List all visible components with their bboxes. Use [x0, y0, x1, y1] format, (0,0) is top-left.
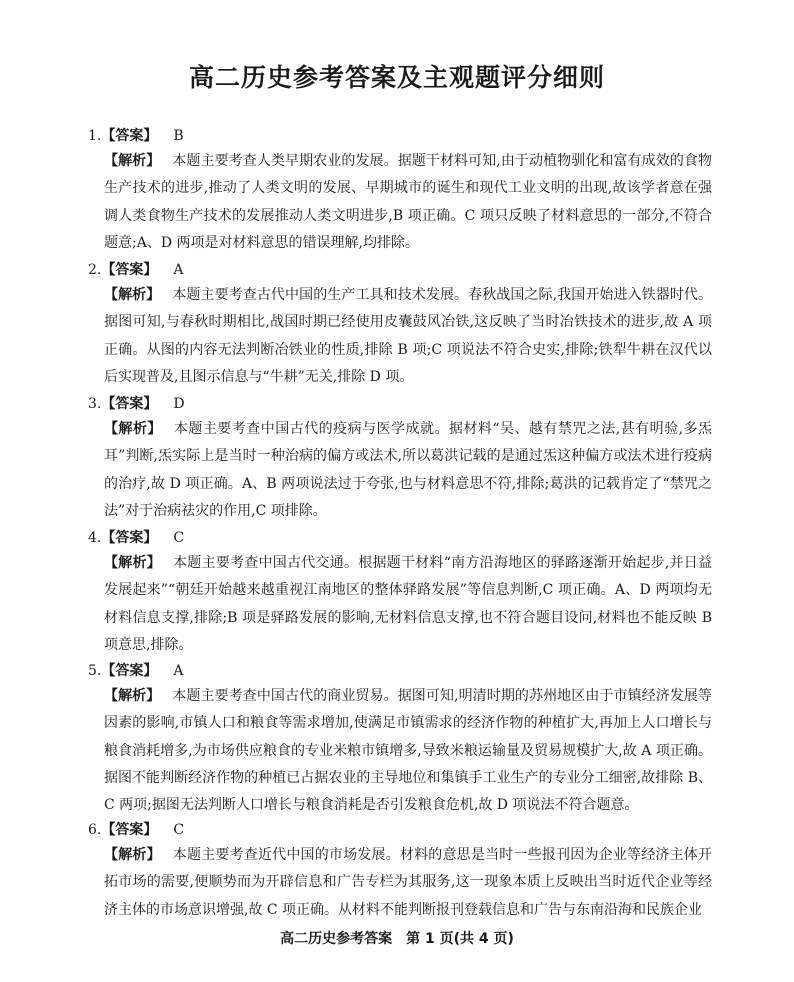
answer-value: B [173, 128, 184, 144]
page-title: 高二历史参考答案及主观题评分细则 [188, 63, 605, 92]
analysis-tag: 【解析】 [104, 153, 161, 169]
analysis-paragraph [104, 683, 712, 819]
question-number: 6. [88, 822, 102, 838]
answer-value: A [173, 663, 184, 679]
analysis-tag: 【解析】 [104, 688, 161, 704]
analysis-text: 本题主要考查中国古代交通。根据题干材料“南方沿海地区的驿路逐渐开始起步,并日益发展起来”“朝廷开始越来越重视江南地区的整体驿路发展”等信息判断,C 项正确。A、D 两项均无材料信息支撑,排除;B 项是驿路发展的影响,无材料信息支撑,也不符合题目设问,材料也不能反映 B 项意思,排除。 [104, 555, 713, 653]
answer-tag: 【答案】 [101, 663, 158, 679]
analysis-paragraph [104, 416, 712, 525]
page-footer: 高二历史参考答案 第 1 页(共 4 页) [280, 931, 514, 947]
question-number: 3. [88, 396, 102, 412]
analysis-tag: 【解析】 [104, 555, 161, 571]
answer-tag: 【答案】 [101, 822, 158, 838]
analysis-text: 本题主要考查中国古代的疫病与医学成就。据材料“吴、越有禁咒之法,甚有明验,多炁耳”判断,炁实际上是当时一种治病的偏方或法术,所以葛洪记载的是通过炁这种偏方或法术进行疫病的治疗,故 D 项正确。A、B 两项说法过于夸张,也与材料意思不符,排除;葛洪的记载肯定了“禁咒之法”对于治病祛灾的作用,C 项排除。 [104, 421, 713, 519]
question-number: 4. [88, 530, 102, 546]
answer-line [88, 124, 184, 148]
analysis-text: 本题主要考查中国古代的商业贸易。据图可知,明清时期的苏州地区由于市镇经济发展等因素的影响,市镇人口和粮食等需求增加,使满足市镇需求的经济作物的种植扩大,再加上人口增长与粮食消耗增多,为市场供应粮食的专业米粮市镇增多,导致米粮运输量及贸易规模扩大,故 A 项正确。据图不能判断经济作物的种植已占据农业的主导地位和集镇手工业生产的专业分工细密,故排除 B、C 两项;据图无法判断人口增长与粮食消耗是否引发粮食危机,故 D 项说法不符合题意。 [104, 688, 713, 814]
answer-value: D [173, 396, 185, 412]
analysis-paragraph [104, 282, 712, 391]
answer-tag: 【答案】 [101, 396, 158, 412]
analysis-tag: 【解析】 [104, 421, 162, 437]
answer-line [88, 526, 184, 550]
analysis-paragraph [104, 550, 712, 659]
answer-tag: 【答案】 [101, 262, 158, 278]
question-number: 1. [88, 128, 102, 144]
answer-value: A [173, 262, 184, 278]
answer-line [88, 659, 183, 683]
analysis-paragraph [104, 148, 712, 257]
question-number: 5. [88, 663, 102, 679]
analysis-text: 本题主要考查近代中国的市场发展。材料的意思是当时一些报刊因为企业等经济主体开拓市场的需要,便顺势而为开辟信息和广告专栏为其服务,这一现象本质上反映出当时近代企业等经济主体的市场意识增强,故 C 项正确。从材料不能判断报刊登载信息和广告与东南沿海和民族企业 [104, 847, 712, 918]
analysis-text: 本题主要考查人类早期农业的发展。据题干材料可知,由于动植物驯化和富有成效的食物生产技术的进步,推动了人类文明的发展、早期城市的诞生和现代工业文明的出现,故该学者意在强调人类食物生产技术的发展推动人类文明进步,B 项正确。C 项只反映了材料意思的一部分,不符合题意;A、D 两项是对材料意思的错误理解,均排除。 [104, 153, 713, 251]
answer-line [88, 818, 184, 842]
answer-tag: 【答案】 [101, 530, 158, 546]
analysis-tag: 【解析】 [104, 287, 161, 303]
answer-tag: 【答案】 [101, 128, 158, 144]
answer-value: C [173, 822, 185, 838]
answer-line [88, 392, 185, 416]
analysis-text: 本题主要考查古代中国的生产工具和技术发展。春秋战国之际,我国开始进入铁器时代。据图可知,与春秋时期相比,战国时期已经使用皮囊鼓风冶铁,这反映了当时冶铁技术的进步,故 A 项正确。从图的内容无法判断冶铁业的性质,排除 B 项;C 项说法不符合史实,排除;铁犁牛耕在汉代以后实现普及,且图示信息与“牛耕”无关,排除 D 项。 [104, 287, 713, 385]
analysis-tag: 【解析】 [104, 847, 161, 863]
answer-value: C [173, 530, 185, 546]
answer-line [88, 258, 183, 282]
question-number: 2. [88, 262, 102, 278]
analysis-paragraph [104, 842, 712, 924]
